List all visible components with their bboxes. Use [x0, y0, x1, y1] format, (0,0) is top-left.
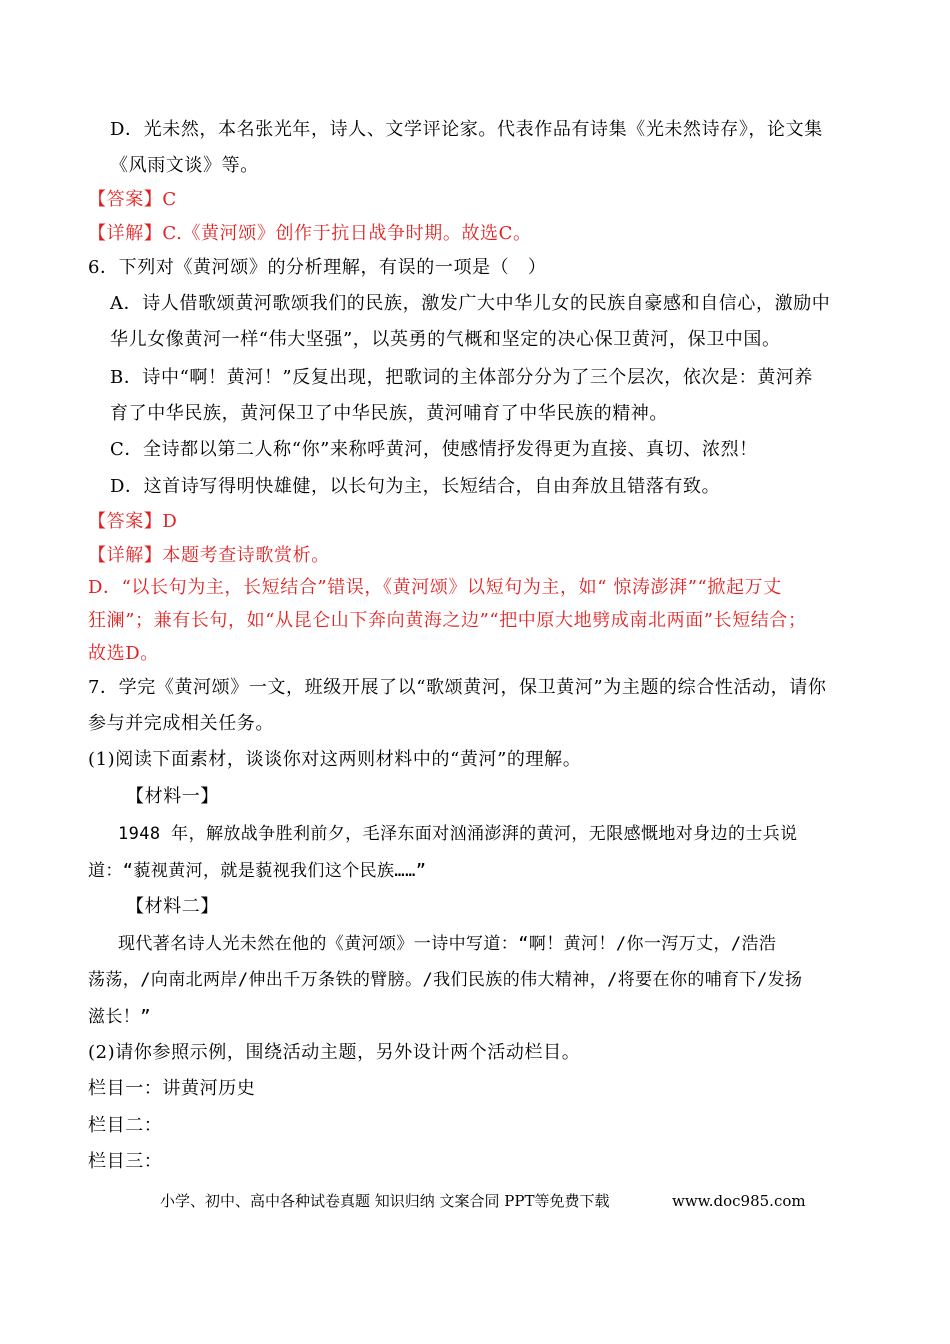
material-2-line2: 荡荡，/向南北两岸/伸出千万条铁的臂膀。/我们民族的伟大精神，/将要在你的哺育下/发扬: [88, 970, 803, 990]
footer-url[interactable]: www.doc985.com: [672, 1192, 806, 1210]
column-two: 栏目二：: [88, 1115, 163, 1136]
q6-explanation: 【详解】本题考查诗歌赏析。: [88, 545, 330, 566]
q6-explanation-line2: 狂澜”；兼有长句，如“从昆仑山下奔向黄海之边”“把中原大地劈成南北两面”长短结合；: [88, 610, 807, 631]
q6-option-b-line2: 育了中华民族，黄河保卫了中华民族，黄河哺育了中华民族的精神。: [110, 403, 668, 424]
q6-option-a-line2: 华儿女像黄河一样“伟大坚强”，以英勇的气概和坚定的决心保卫黄河，保卫中国。: [110, 329, 781, 350]
q5-answer: 【答案】C: [88, 189, 177, 210]
q7-sub-question-1: (1)阅读下面素材，谈谈你对这两则材料中的“黄河”的理解。: [88, 749, 582, 770]
material-1-line2: 道：“藐视黄河，就是藐视我们这个民族……”: [88, 861, 427, 881]
material-1-line1: 1948 年，解放战争胜利前夕，毛泽东面对汹涌澎湃的黄河，无限感慨地对身边的士兵说: [118, 824, 798, 844]
material-1-title: 【材料一】: [126, 786, 219, 807]
q7-stem-line1: 7．学完《黄河颂》一文，班级开展了以“歌颂黄河，保卫黄河”为主题的综合性活动，请你: [88, 677, 827, 698]
q5-option-d-line2: 《风雨文谈》等。: [110, 155, 259, 176]
q6-option-d: D．这首诗写得明快雄健，以长句为主，长短结合，自由奔放且错落有致。: [110, 476, 721, 497]
q5-option-d-line1: D．光未然，本名张光年，诗人、文学评论家。代表作品有诗集《光未然诗存》，论文集: [110, 119, 823, 140]
q5-explanation: 【详解】C.《黄河颂》创作于抗日战争时期。故选C。: [88, 223, 532, 244]
material-2-line1: 现代著名诗人光未然在他的《黄河颂》一诗中写道：“啊！黄河！/你一泻万丈，/浩浩: [118, 934, 777, 954]
material-2-line3: 滋长！”: [88, 1007, 151, 1027]
column-one: 栏目一：讲黄河历史: [88, 1078, 256, 1099]
q6-stem: 6．下列对《黄河颂》的分析理解，有误的一项是（ ）: [88, 257, 547, 278]
column-three: 栏目三：: [88, 1151, 163, 1172]
q6-option-c: C．全诗都以第二人称“你”来称呼黄河，使感情抒发得更为直接、真切、浓烈！: [110, 439, 758, 460]
material-2-title: 【材料二】: [126, 896, 219, 917]
q7-stem-line2: 参与并完成相关任务。: [88, 713, 274, 734]
q6-explanation-line3: 故选D。: [88, 643, 159, 664]
footer-text: 小学、初中、高中各种试卷真题 知识归纳 文案合同 PPT等免费下载: [160, 1192, 610, 1210]
q6-option-a-line1: A．诗人借歌颂黄河歌颂我们的民族，激发广大中华儿女的民族自豪感和自信心，激励中: [110, 293, 831, 314]
q6-option-b-line1: B．诗中“啊！黄河！”反复出现，把歌词的主体部分分为了三个层次，依次是：黄河养: [110, 367, 814, 388]
q6-explanation-line1: D．“以长句为主，长短结合”错误，《黄河颂》以短句为主，如“ 惊涛澎湃”“掀起万丈: [88, 577, 782, 598]
q6-answer: 【答案】D: [88, 511, 178, 532]
q7-sub-question-2: (2)请你参照示例，围绕活动主题，另外设计两个活动栏目。: [88, 1042, 581, 1063]
